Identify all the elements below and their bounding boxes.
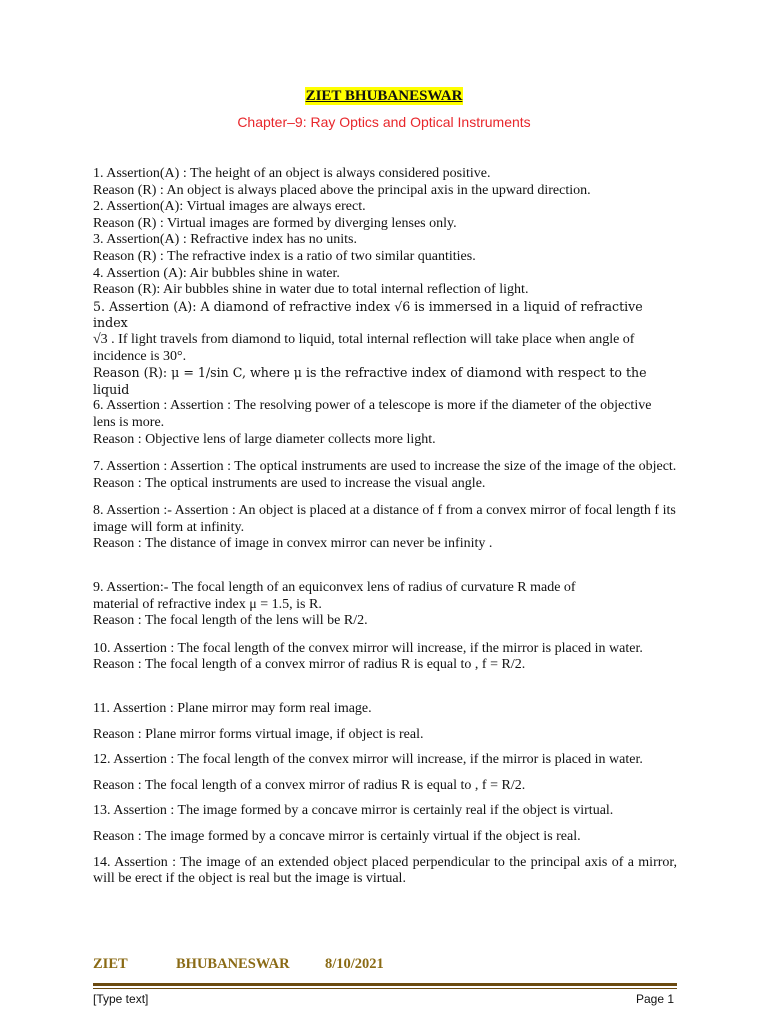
chapter-heading: Chapter–9: Ray Optics and Optical Instruments [237, 114, 531, 130]
q12-assertion: 12. Assertion : The focal length of the convex mirror will increase, if the mirror is placed in water. [93, 752, 643, 768]
q5-assertion-line1: 5. Assertion (A): A diamond of refractive index √6 is immersed in a liquid of refractive index [93, 298, 643, 331]
q5-reason: Reason (R): μ = 1/sin C, where μ is the refractive index of diamond with respect to the liquid [93, 365, 647, 397]
footer-date: 8/10/2021 [325, 956, 384, 972]
q8-reason: Reason : The distance of image in convex mirror can never be infinity . [93, 536, 493, 552]
title-wrap [0, 87, 768, 105]
page-number: Page 1 [636, 992, 675, 1006]
q13-assertion: 13. Assertion : The image formed by a concave mirror is certainly real if the object is virtual. [93, 803, 614, 819]
footer-rule-thick [93, 983, 677, 986]
q5-assertion-line2: √3 . If light travels from diamond to liquid, total internal reflection will take place when angle of incidence is 30°. [93, 331, 635, 364]
q9-reason: Reason : The focal length of the lens will be R/2. [93, 613, 368, 629]
footer-type-text: [Type text] [93, 992, 149, 1006]
q3-assertion: 3. Assertion(A) : Refractive index has no units. [93, 232, 358, 248]
q9-assertion-line1: 9. Assertion:- The focal length of an equiconvex lens of radius of curvature R made of [93, 580, 576, 596]
q7-assertion: 7. Assertion : Assertion : The optical instruments are used to increase the size of the image of the object. [93, 459, 677, 475]
q9-assertion-line2: material of refractive index μ = 1.5, is R. [93, 596, 322, 612]
q1-assertion: 1. Assertion(A) : The height of an object is always considered positive. [93, 166, 491, 181]
q3-reason: Reason (R) : The refractive index is a ratio of two similar quantities. [93, 248, 476, 264]
q11-assertion: 11. Assertion : Plane mirror may form real image. [93, 701, 372, 717]
q10-assertion: 10. Assertion : The focal length of the convex mirror will increase, if the mirror is placed in water. [93, 640, 643, 656]
q6-reason: Reason : Objective lens of large diameter collects more light. [93, 431, 436, 447]
q7-reason: Reason : The optical instruments are used to increase the visual angle. [93, 475, 486, 491]
footer-city: BHUBANESWAR [176, 956, 290, 972]
q4-assertion: 4. Assertion (A): Air bubbles shine in water. [93, 265, 340, 281]
q2-reason: Reason (R) : Virtual images are formed by diverging lenses only. [93, 215, 457, 231]
q14-assertion: 14. Assertion : The image of an extended object placed perpendicular to the principal axis of a mirror, will be erect if the object is real but the image is virtual. [93, 854, 677, 887]
q2-assertion: 2. Assertion(A): Virtual images are always erect. [93, 199, 366, 215]
q6-assertion: 6. Assertion : Assertion : The resolving power of a telescope is more if the diameter of the objective lens is more. [93, 398, 652, 430]
footer-org: ZIET [93, 956, 128, 972]
q8-assertion: 8. Assertion :- Assertion : An object is placed at a distance of f from a convex mirror of focal length f its image will form at infinity. [93, 503, 676, 535]
q10-reason: Reason : The focal length of a convex mirror of radius R is equal to , f = R/2. [93, 657, 526, 673]
q13-reason: Reason : The image formed by a concave mirror is certainly virtual if the object is real. [93, 829, 581, 844]
q1-reason: Reason (R) : An object is always placed above the principal axis in the upward direction. [93, 182, 591, 198]
q11-reason: Reason : Plane mirror forms virtual image, if object is real. [93, 726, 424, 742]
question-list [93, 166, 677, 888]
q12-reason: Reason : The focal length of a convex mirror of radius R is equal to , f = R/2. [93, 777, 526, 793]
document-title: ZIET BHUBANESWAR [305, 88, 463, 104]
q4-reason: Reason (R): Air bubbles shine in water due to total internal reflection of light. [93, 282, 529, 298]
footer-rule-thin [93, 988, 677, 989]
